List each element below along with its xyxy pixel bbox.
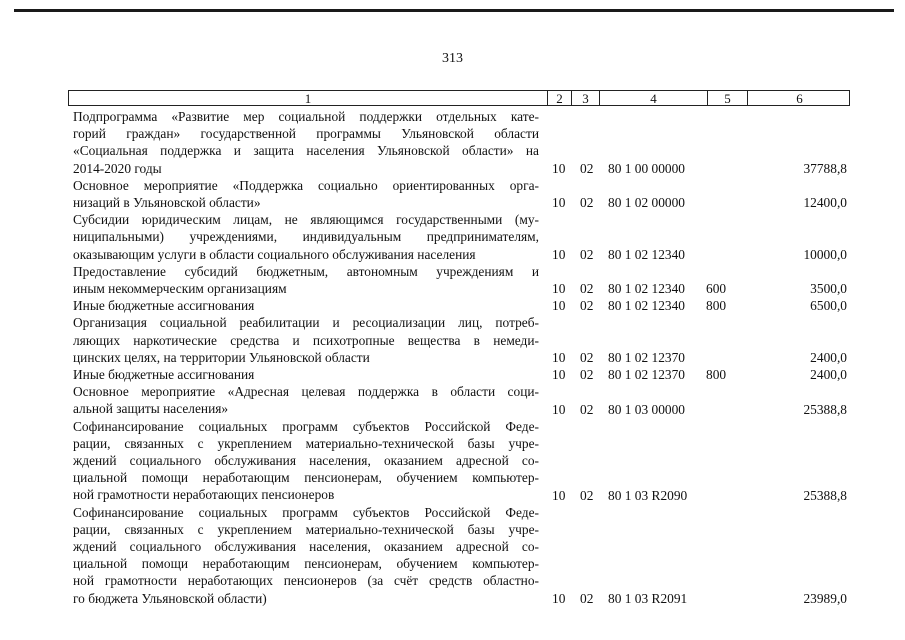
- cell-col-4: 80 1 03 R2091: [608, 590, 688, 606]
- description-line: горий граждан» государственной программы Ульяновской области: [73, 126, 539, 142]
- table-row: [0, 383, 905, 417]
- cell-col-4: 80 1 02 12340: [608, 246, 685, 262]
- cell-col-6: 10000,0: [803, 246, 847, 262]
- description-line: иным некоммерческим организациям: [73, 281, 287, 296]
- row-description: [73, 108, 539, 177]
- cell-col-2: 10: [552, 281, 566, 297]
- description-line: ждений социального обслуживания населения, оказанием адресной со-: [73, 539, 539, 554]
- row-description: [73, 297, 539, 314]
- cell-col-2: 10: [552, 246, 566, 262]
- page-number: 313: [442, 51, 463, 66]
- row-description: [73, 383, 539, 417]
- table-row: [0, 263, 905, 297]
- cell-col-2: 10: [552, 298, 566, 314]
- table-row: [0, 366, 905, 383]
- cell-col-3: 02: [580, 367, 594, 383]
- description-line: альной защиты населения»: [73, 401, 229, 417]
- description-line: Предоставление субсидий бюджетным, автономным учреждениям и: [73, 263, 539, 279]
- cell-col-3: 02: [580, 160, 594, 176]
- description-line: Основное мероприятие «Поддержка социально ориентированных орга-: [73, 177, 539, 193]
- cell-col-2: 10: [552, 160, 566, 176]
- cell-col-4: 80 1 02 12340: [608, 298, 685, 314]
- row-description: [73, 418, 539, 504]
- table-row: [0, 297, 905, 314]
- table-row: [0, 504, 905, 607]
- description-line: 2014-2020 годы: [73, 160, 162, 176]
- cell-col-5: 600: [706, 281, 727, 297]
- cell-col-2: 10: [552, 401, 566, 417]
- row-description: [73, 504, 539, 607]
- description-line: ляющих наркотические средства и психотропные вещества в немеди-: [73, 332, 539, 348]
- header-col-4: 4: [599, 91, 707, 105]
- table-row: [0, 314, 905, 366]
- cell-col-6: 2400,0: [810, 349, 847, 365]
- description-line: ниципальными) учреждениями, индивидуальным предпринимателям,: [73, 229, 539, 245]
- description-line: ной грамотности неработающих пенсионеров: [73, 487, 335, 503]
- cell-col-3: 02: [580, 487, 594, 503]
- description-line: «Социальная поддержка и защита населения Ульяновской области» на: [73, 143, 539, 159]
- description-line: Подпрограмма «Развитие мер социальной поддержки отдельных кате-: [73, 109, 539, 124]
- description-line: Софинансирование социальных программ субъектов Российской Феде-: [73, 504, 539, 520]
- cell-col-4: 80 1 02 12370: [608, 367, 685, 383]
- description-line: рации, связанных с укреплением материально-технической базы учре-: [73, 435, 539, 451]
- cell-col-3: 02: [580, 195, 594, 211]
- description-line: Софинансирование социальных программ субъектов Российской Феде-: [73, 418, 539, 434]
- header-col-5: 5: [707, 91, 747, 105]
- cell-col-4: 80 1 02 00000: [608, 195, 685, 211]
- cell-col-3: 02: [580, 401, 594, 417]
- description-line: го бюджета Ульяновской области): [73, 590, 267, 606]
- description-line: ной грамотности неработающих пенсионеров (за счёт средств областно-: [73, 573, 539, 589]
- cell-col-6: 3500,0: [810, 281, 847, 297]
- description-line: цинских целях, на территории Ульяновской области: [73, 349, 370, 365]
- cell-col-2: 10: [552, 367, 566, 383]
- cell-col-4: 80 1 00 00000: [608, 160, 685, 176]
- row-description: [73, 314, 539, 366]
- description-line: оказывающим услуги в области социального обслуживания населения: [73, 246, 476, 262]
- cell-col-4: 80 1 03 00000: [608, 401, 685, 417]
- cell-col-6: 23989,0: [803, 590, 847, 606]
- description-line: циальной помощи неработающим пенсионерам, обучением компьютер-: [73, 470, 539, 486]
- cell-col-3: 02: [580, 281, 594, 297]
- description-line: Организация социальной реабилитации и ресоциализации лиц, потреб-: [73, 315, 539, 331]
- cell-col-2: 10: [552, 590, 566, 606]
- description-line: рации, связанных с укреплением материально-технической базы учре-: [73, 521, 539, 537]
- cell-col-3: 02: [580, 349, 594, 365]
- cell-col-6: 2400,0: [810, 367, 847, 383]
- cell-col-3: 02: [580, 298, 594, 314]
- description-line: Субсидии юридическим лицам, не являющимся государственными (му-: [73, 212, 539, 228]
- cell-col-3: 02: [580, 590, 594, 606]
- cell-col-6: 25388,8: [803, 401, 847, 417]
- cell-col-2: 10: [552, 195, 566, 211]
- cell-col-6: 12400,0: [803, 195, 847, 211]
- header-col-6: 6: [747, 91, 851, 105]
- row-description: [73, 263, 539, 297]
- header-col-1: 1: [304, 91, 312, 106]
- top-rule: [14, 9, 894, 12]
- cell-col-4: 80 1 03 R2090: [608, 487, 688, 503]
- cell-col-6: 37788,8: [803, 160, 847, 176]
- table-row: [0, 211, 905, 263]
- cell-col-5: 800: [706, 298, 727, 314]
- table-row: [0, 108, 905, 177]
- table-row: [0, 418, 905, 504]
- description-line: Основное мероприятие «Адресная целевая поддержка в области соци-: [73, 384, 539, 400]
- header-col-2: 2: [547, 91, 571, 105]
- description-line: Иные бюджетные ассигнования: [73, 367, 255, 382]
- cell-col-5: 800: [706, 367, 727, 383]
- cell-col-2: 10: [552, 349, 566, 365]
- row-description: [73, 211, 539, 263]
- row-description: [73, 177, 539, 211]
- header-col-3: 3: [571, 91, 599, 105]
- description-line: Иные бюджетные ассигнования: [73, 298, 255, 314]
- table-row: [0, 177, 905, 211]
- description-line: ждений социального обслуживания населения, оказанием адресной со-: [73, 453, 539, 468]
- row-description: [73, 366, 539, 383]
- table-header: [68, 90, 850, 106]
- description-line: циальной помощи неработающим пенсионерам, обучением компьютер-: [73, 556, 539, 572]
- cell-col-4: 80 1 02 12370: [608, 349, 685, 365]
- description-line: низаций в Ульяновской области»: [73, 195, 261, 210]
- cell-col-6: 25388,8: [803, 487, 847, 503]
- cell-col-6: 6500,0: [810, 298, 847, 314]
- cell-col-3: 02: [580, 246, 594, 262]
- cell-col-2: 10: [552, 487, 566, 503]
- cell-col-4: 80 1 02 12340: [608, 281, 685, 297]
